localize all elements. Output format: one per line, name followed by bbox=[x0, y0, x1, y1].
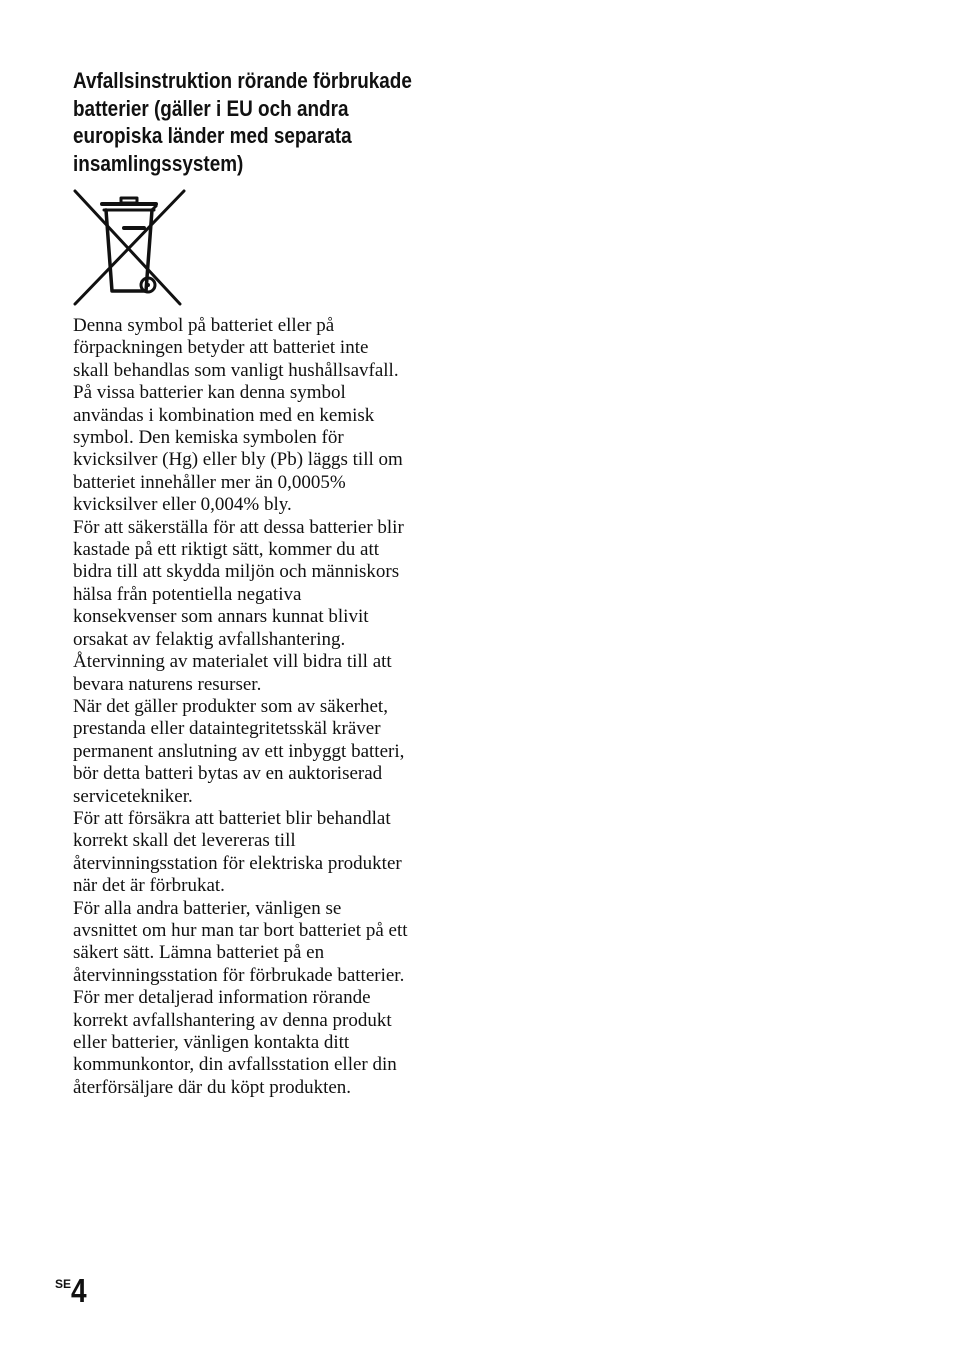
text-line: Återvinning av materialet vill bidra till att bbox=[73, 651, 392, 673]
text-line: prestanda eller dataintegritetsskäl kräver bbox=[73, 718, 381, 740]
text-line: När det gäller produkter som av säkerhet, bbox=[73, 695, 388, 717]
text-line: bör detta batteri bytas av en auktoriserad bbox=[73, 763, 383, 785]
page-number-value: 4 bbox=[71, 1272, 87, 1309]
text-line: användas i kombination med en kemisk bbox=[73, 404, 375, 426]
text-line: kvicksilver eller 0,004% bly. bbox=[73, 494, 292, 516]
text-line: symbol. Den kemiska symbolen för bbox=[73, 427, 344, 449]
text-line: För att försäkra att batteriet blir behandlat bbox=[73, 807, 391, 829]
text-line: återförsäljare där du köpt produkten. bbox=[73, 1076, 352, 1098]
text-line: korrekt avfallshantering av denna produkt bbox=[73, 1009, 392, 1031]
text-line: kastade på ett riktigt sätt, kommer du att bbox=[73, 539, 380, 561]
crossed-out-wheeled-bin-icon bbox=[72, 188, 186, 308]
text-line: korrekt skall det levereras till bbox=[73, 830, 296, 852]
text-line: när det är förbrukat. bbox=[73, 875, 225, 897]
text-line: batteriet innehåller mer än 0,0005% bbox=[73, 471, 346, 493]
paragraph bbox=[73, 898, 453, 988]
text-line: förpackningen betyder att batteriet inte bbox=[73, 337, 369, 359]
text-line: skall behandlas som vanligt hushållsavfall. bbox=[73, 359, 399, 381]
text-line: permanent anslutning av ett inbyggt batteri, bbox=[73, 740, 405, 762]
text-line: återvinningsstation för elektriska produkter bbox=[73, 852, 402, 874]
text-line: återvinningsstation för förbrukade batterier. bbox=[73, 964, 405, 986]
text-line: hälsa från potentiella negativa bbox=[73, 583, 302, 605]
paragraph bbox=[73, 696, 453, 808]
paragraph bbox=[73, 517, 453, 696]
heading-line: insamlingssystem) bbox=[73, 150, 244, 176]
text-line: För att säkerställa för att dessa batterier blir bbox=[73, 516, 404, 538]
heading-line: Avfallsinstruktion rörande förbrukade bbox=[73, 68, 412, 93]
text-line: För alla andra batterier, vänligen se bbox=[73, 897, 342, 919]
text-line: Denna symbol på batteriet eller på bbox=[73, 315, 335, 336]
text-line: kommunkontor, din avfallsstation eller din bbox=[73, 1054, 397, 1076]
text-line: På vissa batterier kan denna symbol bbox=[73, 382, 346, 404]
language-code: SE bbox=[55, 1277, 72, 1291]
text-line: bevara naturens resurser. bbox=[73, 673, 262, 695]
paragraph bbox=[73, 315, 453, 517]
text-line: eller batterier, vänligen kontakta ditt bbox=[73, 1032, 350, 1053]
text-line: konsekvenser som annars kunnat blivit bbox=[73, 606, 369, 628]
section-heading bbox=[73, 67, 451, 177]
text-line: bidra till att skydda miljön och människors bbox=[73, 561, 400, 583]
text-line: orsakat av felaktig avfallshantering. bbox=[73, 628, 346, 650]
heading-line: batterier (gäller i EU och andra bbox=[73, 95, 349, 121]
text-line: servicetekniker. bbox=[73, 785, 193, 807]
text-line: säkert sätt. Lämna batteriet på en bbox=[73, 942, 325, 964]
text-line: kvicksilver (Hg) eller bly (Pb) läggs till om bbox=[73, 449, 403, 471]
text-line: avsnittet om hur man tar bort batteriet på ett bbox=[73, 919, 408, 941]
text-line: För mer detaljerad information rörande bbox=[73, 987, 371, 1009]
paragraph bbox=[73, 808, 453, 898]
body-text bbox=[73, 315, 453, 1099]
heading-line: europiska länder med separata bbox=[73, 123, 352, 148]
paragraph bbox=[73, 987, 453, 1099]
page-number bbox=[55, 1272, 89, 1310]
